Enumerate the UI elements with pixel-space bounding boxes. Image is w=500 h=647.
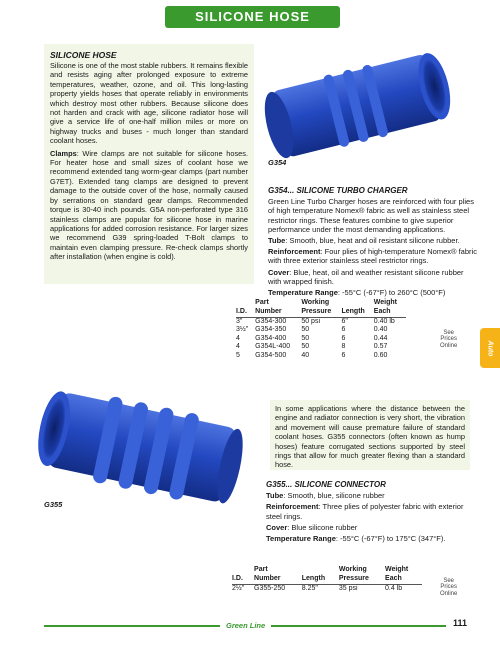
- g355-spec-table: [232, 566, 422, 593]
- table-cell: 50: [301, 334, 310, 342]
- reinforcement-label: Reinforcement: [266, 502, 319, 512]
- g355-temperature: [266, 534, 476, 543]
- intro-paragraph: Silicone is one of the most stable rubbers. It remains flexible and resists aging after prolonged exposure to extreme temperatures, weather, ozone, and oil. This long-lasting property yields hoses that operate reliably in environments which destroy most other rubbers. Because silicone does not harden and crack with age, silicone radiator hose will give a service life of one-half million miles or more on highway trucks and buses - much longer than standard coolant hoses.: [50, 61, 248, 146]
- table-header: [341, 299, 373, 308]
- table-row: [236, 343, 406, 351]
- table-header: Pressure: [339, 575, 385, 585]
- table-cell: 6": [341, 318, 348, 325]
- table-cell: G354-350: [255, 326, 287, 334]
- g355-see-prices[interactable]: [440, 578, 457, 597]
- reinforcement-text: : Four plies of high-temperature Nomex® fabric with three exterior stainless steel restrictor rings.: [268, 247, 477, 266]
- see-prices-line: Prices: [440, 336, 457, 343]
- section-tab-label: Auto: [486, 340, 494, 356]
- table-header: Part: [255, 299, 269, 306]
- see-prices-line: Prices: [440, 584, 457, 591]
- g355-info-text: In some applications where the distance between the engine and radiator connection is very short, the vibration and movement will cause premature failure of standard coolant hoses. G355 connectors (often known as hump hoses) feature corrugated sections supported by steel rings that allow for much greater flexing than a standard hose.: [275, 404, 465, 470]
- table-header: Length: [341, 308, 373, 318]
- g354-hose-image: [258, 40, 468, 165]
- temperature-text: : -55°C (-67°F) to 175°C (347°F).: [335, 534, 446, 544]
- intro-box: [44, 44, 254, 284]
- table-row: [236, 335, 406, 343]
- table-header: Weight: [385, 566, 409, 573]
- page-number: 111: [453, 618, 468, 628]
- table-header: Number: [255, 308, 301, 318]
- table-row: [236, 352, 406, 360]
- g354-see-prices[interactable]: [440, 330, 457, 349]
- g355-caption: G355: [44, 500, 63, 509]
- see-prices-line: See: [443, 330, 455, 336]
- table-header-row: [232, 575, 422, 585]
- table-header-row: [232, 566, 422, 575]
- table-row: [236, 326, 406, 334]
- table-cell: 2½": [232, 585, 245, 592]
- cover-text: : Blue, heat, oil and weather resistant silicone rubber with wrapped finish.: [268, 267, 464, 286]
- g354-intro: Green Line Turbo Charger hoses are reinforced with four plies of high temperature Nomex® fabric as well as stainless steel restrictor rings. These features combine to give superior performance under the most demanding applications.: [268, 197, 474, 234]
- clamps-text: : Wire clamps are not suitable for silicone hoses. For heater hose and small sizes of coolant hose we recommend extended tang worm-gear clamps (part number G7ET). Extended tang clamps are designed to prevent damage to the outside cover of the hose, normally caused by serrations on standard gear clamps. Recommended torque is 30-40 inch pounds. G5A non-perforated type 316 stainless clamps are popular for silicone hose in marine applications for added corrosion resistance. For larger sizes we recommend G39 spring-loaded T-Bolt clamps to maintain even clamping pressure. Re-check clamps shortly after installation (when engine is cold).: [50, 148, 248, 262]
- reinforcement-label: Reinforcement: [268, 247, 321, 257]
- g354-heading: G354... SILICONE TURBO CHARGER: [268, 186, 408, 195]
- see-prices-line: Online: [440, 342, 458, 349]
- table-cell: 6: [341, 334, 346, 342]
- table-cell: 0.57: [373, 343, 388, 351]
- g355-description: [266, 480, 476, 545]
- temperature-label: Temperature Range: [266, 534, 336, 544]
- table-cell: 0.60: [373, 351, 388, 359]
- reinforcement-text: : Three plies of polyester fabric with exterior steel rings.: [266, 502, 464, 521]
- table-header: [236, 299, 255, 308]
- g354-cover: [268, 268, 478, 286]
- see-prices-line: Online: [440, 590, 458, 597]
- table-cell: G354-400: [255, 334, 287, 342]
- table-cell: G354-300: [255, 318, 287, 325]
- section-tab-auto[interactable]: [480, 328, 500, 368]
- table-cell: 0.40 lb: [373, 318, 395, 325]
- table-row: [236, 318, 406, 327]
- temperature-text: : -55°C (-67°F) to 260°C (500°F): [337, 288, 446, 298]
- cover-text: : Blue silicone rubber: [287, 522, 358, 532]
- table-header: Number: [254, 575, 302, 585]
- g355-tube: [266, 491, 476, 500]
- table-cell: 50: [301, 326, 310, 334]
- table-header: [302, 566, 339, 575]
- table-header: Each: [385, 575, 422, 585]
- g354-temperature: [268, 288, 478, 297]
- table-cell: 4: [236, 334, 240, 342]
- cover-label: Cover: [266, 522, 288, 532]
- table-header: I.D.: [236, 308, 255, 318]
- table-cell: 4: [236, 343, 240, 351]
- table-cell: 50: [301, 343, 310, 351]
- table-cell: 3½": [236, 326, 249, 334]
- tube-text: : Smooth, blue, silicone rubber: [283, 491, 385, 501]
- clamps-paragraph: [50, 149, 248, 262]
- table-cell: G355-250: [254, 585, 286, 592]
- table-cell: 35 psi: [338, 585, 358, 592]
- clamps-label: Clamps: [50, 148, 77, 158]
- g354-description: [268, 186, 478, 299]
- tube-label: Tube: [268, 236, 286, 246]
- table-cell: 8.25": [301, 585, 318, 592]
- table-header: Working: [338, 566, 367, 573]
- table-cell: 0.4 lb: [385, 585, 403, 592]
- table-row: [232, 585, 422, 594]
- table-cell: 6: [341, 326, 346, 334]
- see-prices-line: See: [443, 578, 455, 584]
- table-header: Pressure: [301, 308, 341, 318]
- g355-reinforcement: [266, 502, 476, 520]
- table-header: [232, 566, 254, 575]
- g354-spec-table: [236, 299, 406, 360]
- table-cell: G354L-400: [255, 343, 291, 351]
- tube-text: : Smooth, blue, heat and oil resistant silicone rubber.: [285, 236, 460, 246]
- g355-heading: G355... SILICONE CONNECTOR: [266, 480, 386, 489]
- table-cell: 0.40: [373, 326, 388, 334]
- g354-caption: G354: [268, 158, 287, 167]
- table-header: Each: [374, 308, 406, 318]
- table-cell: 3": [236, 318, 243, 325]
- table-header-row: [236, 308, 406, 318]
- table-cell: G354-500: [255, 351, 287, 359]
- table-cell: 6: [341, 351, 346, 359]
- table-header-row: [236, 299, 406, 308]
- table-header: Length: [302, 575, 339, 585]
- table-header: Weight: [373, 299, 397, 306]
- table-cell: 40: [301, 351, 310, 359]
- table-header: Working: [301, 299, 330, 306]
- page-title: SILICONE HOSE: [165, 6, 340, 28]
- g354-tube: [268, 236, 478, 245]
- g354-reinforcement: [268, 247, 478, 265]
- g355-info-box: [270, 400, 470, 470]
- table-cell: 5: [236, 351, 240, 359]
- footer-brand: Green Line: [220, 621, 271, 630]
- intro-heading: SILICONE HOSE: [50, 50, 117, 60]
- table-header: I.D.: [232, 575, 254, 585]
- g355-cover: [266, 523, 476, 532]
- table-header: Part: [254, 566, 268, 573]
- g355-hose-image: [30, 378, 260, 518]
- tube-label: Tube: [266, 491, 284, 501]
- cover-label: Cover: [268, 267, 290, 277]
- temperature-label: Temperature Range: [268, 288, 338, 298]
- table-cell: 8: [341, 343, 346, 351]
- table-cell: 50 psi: [301, 318, 321, 325]
- table-cell: 0.44: [373, 334, 388, 342]
